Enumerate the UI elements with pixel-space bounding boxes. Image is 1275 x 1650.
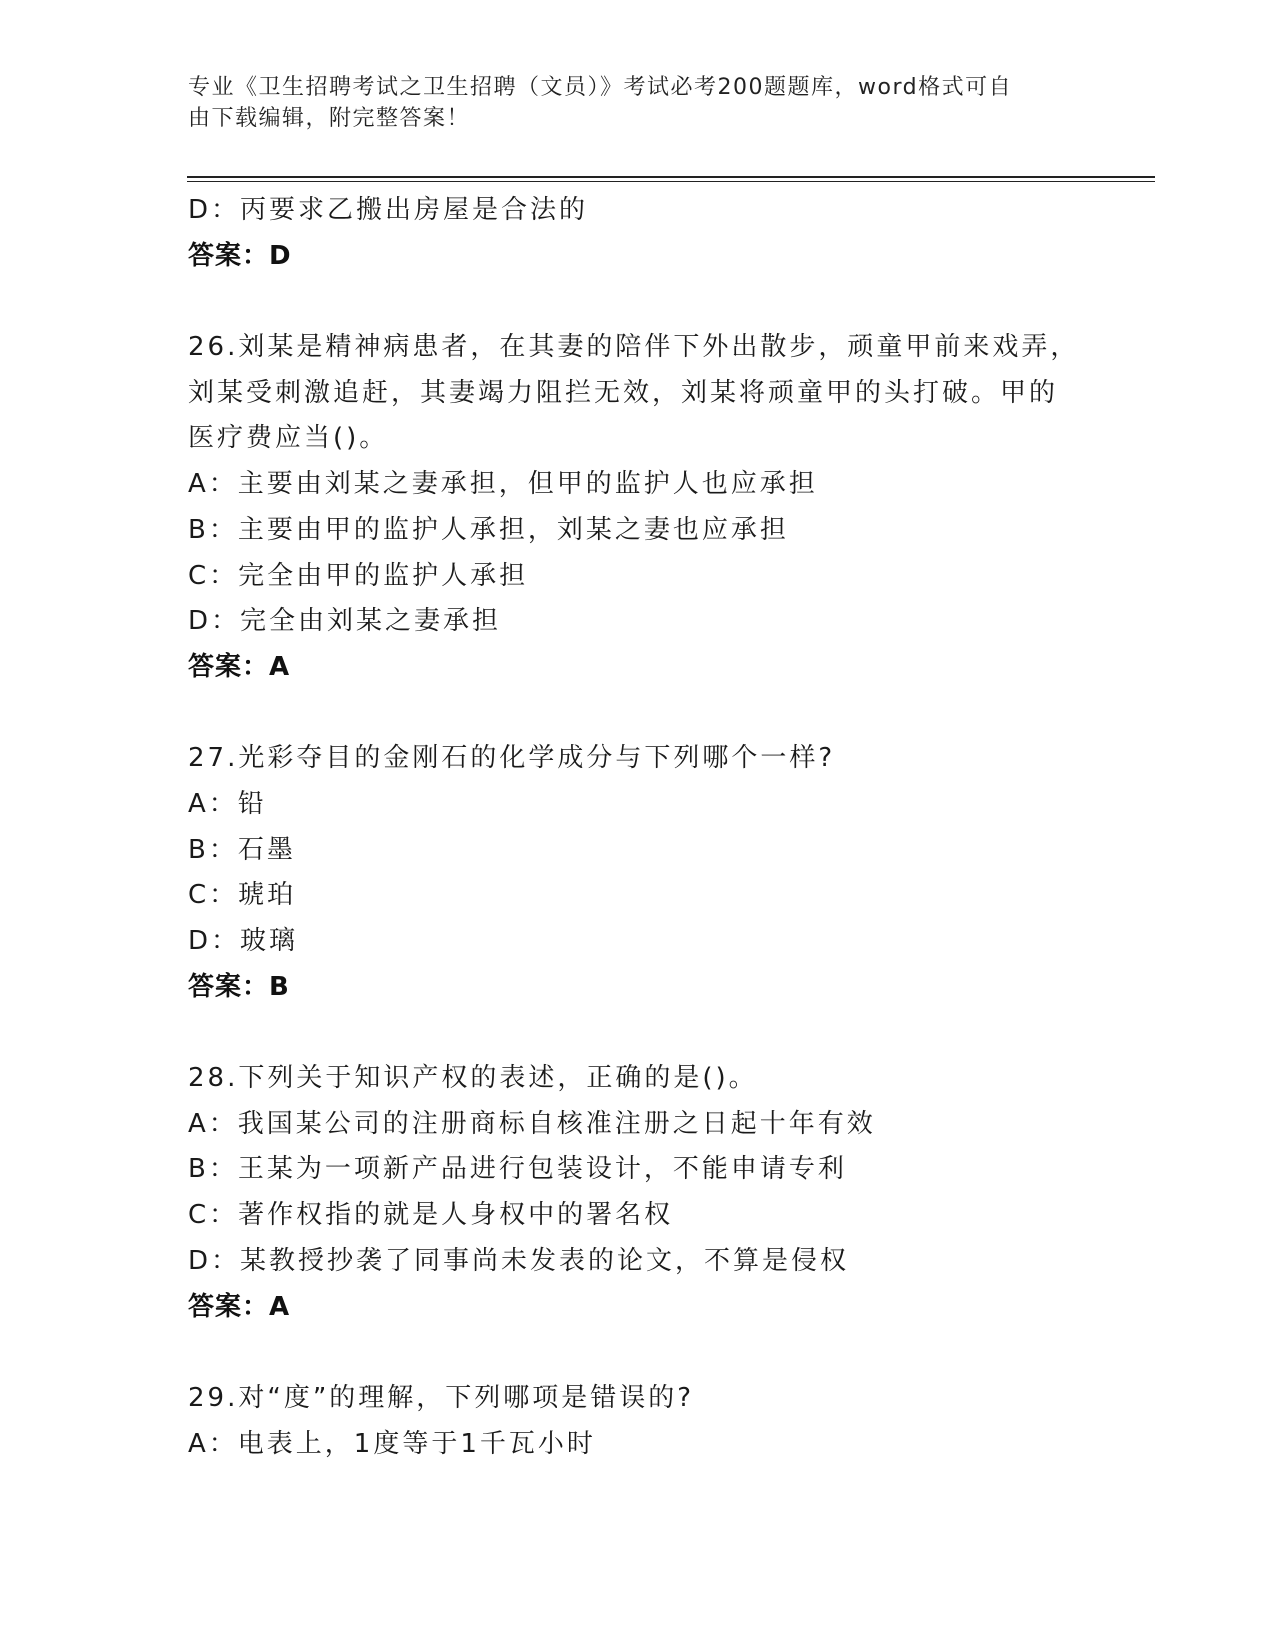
question-stem-line: 医疗费应当()。 bbox=[188, 423, 389, 454]
option-c: C：著作权指的就是人身权中的署名权 bbox=[188, 1200, 674, 1231]
spacer bbox=[188, 1330, 1148, 1376]
question-26 bbox=[188, 325, 1148, 691]
question-stem-line: 刘某受刺激追赶，其妻竭力阻拦无效，刘某将顽童甲的头打破。甲的 bbox=[188, 377, 1059, 408]
option-c: C：琥珀 bbox=[188, 880, 297, 911]
answer-line: 答案：A bbox=[188, 1291, 291, 1322]
option-d: D：玻璃 bbox=[188, 926, 299, 956]
option-a: A：我国某公司的注册商标自核准注册之日起十年有效 bbox=[188, 1108, 876, 1139]
option-b: B：王某为一项新产品进行包装设计，不能申请专利 bbox=[188, 1154, 847, 1185]
option-d: D：完全由刘某之妻承担 bbox=[188, 606, 502, 637]
spacer bbox=[188, 691, 1148, 737]
question-27 bbox=[188, 736, 1148, 1010]
header-title-line-2: 由下载编辑，附完整答案！ bbox=[188, 106, 471, 131]
spacer bbox=[188, 279, 1148, 325]
question-stem-line: 28.下列关于知识产权的表述，正确的是()。 bbox=[188, 1063, 758, 1094]
option-a: A：铅 bbox=[188, 788, 267, 819]
option-b: B：石墨 bbox=[188, 834, 296, 865]
question-list bbox=[188, 188, 1148, 1467]
question-stem-line: 27.光彩夺目的金刚石的化学成分与下列哪个一样? bbox=[188, 743, 836, 774]
header-divider-thin bbox=[187, 181, 1155, 182]
answer-line: 答案：B bbox=[188, 971, 290, 1002]
option-a: A：电表上，1度等于1千瓦小时 bbox=[188, 1428, 596, 1459]
question-stem-line: 26.刘某是精神病患者，在其妻的陪伴下外出散步，顽童甲前来戏弄， bbox=[188, 332, 1080, 363]
question-28 bbox=[188, 1056, 1148, 1330]
option-b: B：主要由甲的监护人承担，刘某之妻也应承担 bbox=[188, 514, 789, 545]
option-d: D：丙要求乙搬出房屋是合法的 bbox=[188, 195, 589, 225]
header-title-line-1: 专业《卫生招聘考试之卫生招聘（文员）》考试必考200题题库，word格式可自 bbox=[188, 75, 1013, 100]
spacer bbox=[188, 1010, 1148, 1056]
option-d: D：某教授抄袭了同事尚未发表的论文，不算是侵权 bbox=[188, 1245, 850, 1276]
answer-line: 答案：D bbox=[188, 240, 292, 271]
header-divider-thick bbox=[187, 176, 1155, 178]
option-c: C：完全由甲的监护人承担 bbox=[188, 560, 529, 591]
previous-question-tail bbox=[188, 188, 1148, 279]
question-stem-line: 29.对“度”的理解，下列哪项是错误的? bbox=[188, 1382, 695, 1413]
question-29 bbox=[188, 1376, 1148, 1467]
option-a: A：主要由刘某之妻承担，但甲的监护人也应承担 bbox=[188, 469, 818, 500]
answer-line: 答案：A bbox=[188, 651, 291, 682]
document-header bbox=[188, 72, 1068, 134]
